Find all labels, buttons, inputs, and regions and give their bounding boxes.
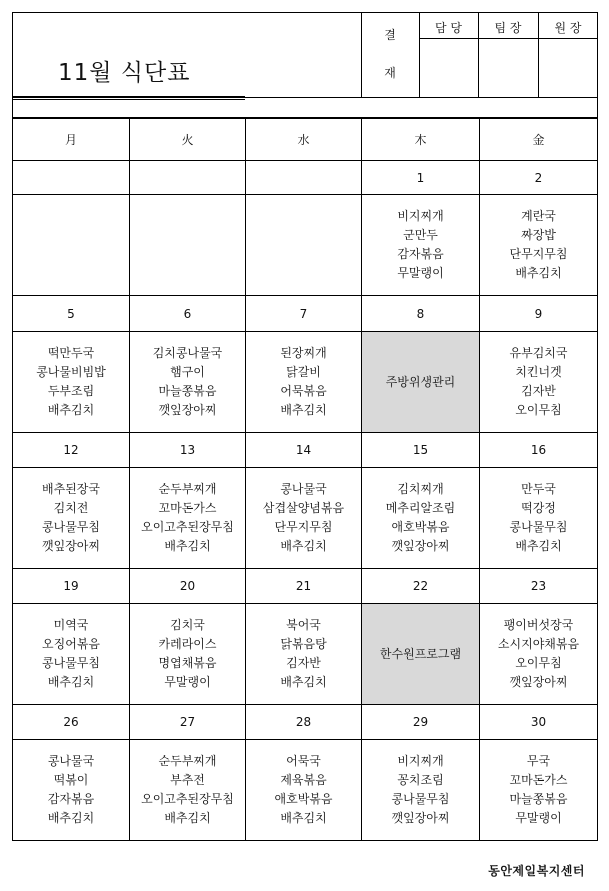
- menu-cell[interactable]: [130, 740, 246, 841]
- menu-item: 두부조림: [47, 384, 95, 398]
- menu-item: 카레라이스: [158, 637, 217, 651]
- date-cell: 12: [13, 433, 130, 468]
- menu-item: 콩나물국: [47, 754, 95, 768]
- menu-cell[interactable]: [480, 195, 598, 296]
- approval-role-team-lead: 팀 장: [494, 21, 522, 35]
- menu-item: 배추김치: [47, 403, 95, 417]
- menu-item: 순두부찌개: [158, 482, 217, 496]
- menu-cell[interactable]: [130, 604, 246, 705]
- menu-cell[interactable]: [246, 604, 362, 705]
- menu-item: 미역국: [53, 618, 89, 632]
- weekday-header: 水: [246, 119, 362, 161]
- menu-item: 김치국: [170, 618, 205, 632]
- date-cell: 26: [13, 705, 130, 740]
- menu-item: 무국: [526, 754, 551, 768]
- date-cell: 15: [362, 433, 480, 468]
- menu-item: 깻잎장아찌: [391, 811, 450, 825]
- menu-item: 계란국: [521, 209, 556, 223]
- menu-item: 무말랭이: [515, 811, 562, 825]
- menu-item: 깻잎장아찌: [391, 539, 450, 553]
- header-gap-row: [12, 98, 598, 118]
- menu-item: 만두국: [521, 482, 556, 496]
- menu-item: 배추된장국: [42, 482, 100, 496]
- menu-item: 떡강정: [521, 501, 556, 515]
- menu-cell[interactable]: [13, 332, 130, 433]
- menu-cell[interactable]: [130, 195, 246, 296]
- special-program-cell[interactable]: [362, 604, 480, 705]
- menu-item: 햄구이: [170, 365, 205, 379]
- approval-sign-team-lead[interactable]: [479, 39, 538, 97]
- menu-item: 어묵국: [286, 754, 321, 768]
- menu-item: 팽이버섯장국: [503, 618, 574, 632]
- menu-cell[interactable]: [13, 468, 130, 569]
- special-program-label: 주방위생관리: [385, 374, 456, 389]
- menu-item: 치킨너겟: [515, 365, 562, 379]
- menu-item: 군만두: [403, 228, 438, 242]
- menu-item: 배추김치: [164, 539, 211, 553]
- weekday-header: 火: [130, 119, 246, 161]
- approval-sign-director[interactable]: [539, 39, 598, 97]
- menu-item: 감자볶음: [397, 247, 444, 261]
- menu-item: 소시지야채볶음: [497, 637, 580, 651]
- menu-item: 메추리알조림: [385, 501, 456, 515]
- menu-item: 콩나물무침: [509, 520, 568, 534]
- date-cell: 1: [362, 161, 480, 195]
- menu-item: 배추김치: [280, 403, 327, 417]
- menu-item: 콩나물무침: [42, 520, 100, 534]
- menu-item: 꽁치조림: [397, 773, 444, 787]
- menu-item: 배추김치: [47, 811, 95, 825]
- menu-item: 된장찌개: [280, 346, 327, 360]
- date-cell: [13, 161, 130, 195]
- menu-item: 제육볶음: [280, 773, 327, 787]
- menu-item: 삼겹살양념볶음: [262, 501, 345, 515]
- menu-item: 유부김치국: [509, 346, 568, 360]
- date-cell: 9: [480, 296, 598, 332]
- date-cell: 23: [480, 569, 598, 604]
- approval-sign-manager[interactable]: [420, 39, 478, 97]
- menu-item: 닭갈비: [286, 365, 321, 379]
- menu-cell[interactable]: [246, 332, 362, 433]
- menu-item: 배추김치: [280, 675, 327, 689]
- menu-cell[interactable]: [480, 604, 598, 705]
- menu-item: 부추전: [170, 773, 205, 787]
- date-cell: 28: [246, 705, 362, 740]
- menu-item: 마늘쫑볶음: [509, 792, 568, 806]
- menu-cell[interactable]: [13, 195, 130, 296]
- menu-item: 콩나물비빔밥: [36, 365, 106, 379]
- menu-item: 김치전: [53, 501, 89, 515]
- menu-item: 콩나물국: [280, 482, 327, 496]
- menu-item: 오이무침: [515, 403, 562, 417]
- weekday-header: 金: [480, 119, 598, 161]
- date-cell: 5: [13, 296, 130, 332]
- menu-item: 꼬마돈가스: [158, 501, 217, 515]
- weekday-header: 木: [362, 119, 480, 161]
- menu-item: 배추김치: [164, 811, 211, 825]
- date-cell: 29: [362, 705, 480, 740]
- menu-item: 깻잎장아찌: [42, 539, 100, 553]
- menu-item: 김치찌개: [397, 482, 444, 496]
- date-cell: [246, 161, 362, 195]
- date-cell: 13: [130, 433, 246, 468]
- menu-item: 배추김치: [515, 266, 562, 280]
- menu-cell[interactable]: [362, 195, 480, 296]
- page-title: 11월 식단표: [58, 60, 191, 86]
- footer-org-name: 동안제일복지센터: [488, 864, 585, 878]
- date-cell: 8: [362, 296, 480, 332]
- menu-item: 오이무침: [515, 656, 562, 670]
- menu-item: 무말랭이: [164, 675, 211, 689]
- date-cell: 2: [480, 161, 598, 195]
- menu-item: 배추김치: [515, 539, 562, 553]
- date-cell: 27: [130, 705, 246, 740]
- menu-cell[interactable]: [246, 740, 362, 841]
- menu-cell[interactable]: [130, 332, 246, 433]
- menu-item: 북어국: [286, 618, 321, 632]
- menu-item: 명엽채볶음: [158, 656, 217, 670]
- menu-item: 어묵볶음: [280, 384, 327, 398]
- menu-item: 짜장밥: [521, 228, 556, 242]
- approval-role-manager: 담 당: [435, 21, 462, 35]
- menu-cell[interactable]: [246, 195, 362, 296]
- menu-item: 비지찌개: [397, 209, 444, 223]
- menu-item: 떡볶이: [53, 773, 89, 787]
- date-cell: 20: [130, 569, 246, 604]
- menu-item: 오징어볶음: [42, 637, 100, 651]
- menu-item: 배추김치: [280, 811, 327, 825]
- date-cell: 14: [246, 433, 362, 468]
- weekday-header: 月: [13, 119, 130, 161]
- menu-item: 마늘쫑볶음: [158, 384, 217, 398]
- menu-item: 오이고추된장무침: [141, 792, 234, 806]
- approval-label-top: 결: [384, 28, 396, 42]
- menu-item: 콩나물무침: [391, 792, 450, 806]
- menu-cell[interactable]: [13, 604, 130, 705]
- menu-cell[interactable]: [480, 332, 598, 433]
- approval-role-director: 원 장: [554, 21, 582, 35]
- menu-item: 떡만두국: [47, 346, 95, 360]
- menu-item: 콩나물무침: [42, 656, 100, 670]
- special-program-cell[interactable]: [362, 332, 480, 433]
- menu-item: 꼬마돈가스: [509, 773, 568, 787]
- special-program-label: 한수원프로그램: [379, 646, 462, 661]
- menu-item: 순두부찌개: [158, 754, 217, 768]
- approval-label-bottom: 재: [384, 66, 396, 80]
- date-cell: [130, 161, 246, 195]
- menu-cell[interactable]: [246, 468, 362, 569]
- menu-item: 애호박볶음: [274, 792, 333, 806]
- menu-item: 깻잎장아찌: [509, 675, 568, 689]
- menu-cell[interactable]: [362, 740, 480, 841]
- menu-item: 배추김치: [280, 539, 327, 553]
- date-cell: 22: [362, 569, 480, 604]
- menu-item: 닭볶음탕: [280, 637, 327, 651]
- date-cell: 6: [130, 296, 246, 332]
- menu-item: 감자볶음: [47, 792, 95, 806]
- menu-item: 애호박볶음: [391, 520, 450, 534]
- date-cell: 19: [13, 569, 130, 604]
- menu-cell[interactable]: [480, 740, 598, 841]
- menu-item: 김치콩나물국: [152, 346, 223, 360]
- menu-item: 비지찌개: [397, 754, 444, 768]
- menu-cell[interactable]: [480, 468, 598, 569]
- menu-item: 단무지무침: [509, 247, 568, 261]
- menu-item: 배추김치: [47, 675, 95, 689]
- menu-cell[interactable]: [130, 468, 246, 569]
- date-cell: 30: [480, 705, 598, 740]
- date-cell: 16: [480, 433, 598, 468]
- date-cell: 21: [246, 569, 362, 604]
- menu-item: 깻잎장아찌: [158, 403, 217, 417]
- date-cell: 7: [246, 296, 362, 332]
- menu-cell[interactable]: [362, 468, 480, 569]
- title-underline: [12, 96, 245, 97]
- menu-item: 김자반: [521, 384, 556, 398]
- menu-item: 오이고추된장무침: [141, 520, 234, 534]
- menu-cell[interactable]: [13, 740, 130, 841]
- meal-calendar: [12, 118, 598, 841]
- menu-item: 단무지무침: [274, 520, 333, 534]
- menu-item: 김자반: [286, 656, 321, 670]
- menu-item: 무말랭이: [397, 266, 444, 280]
